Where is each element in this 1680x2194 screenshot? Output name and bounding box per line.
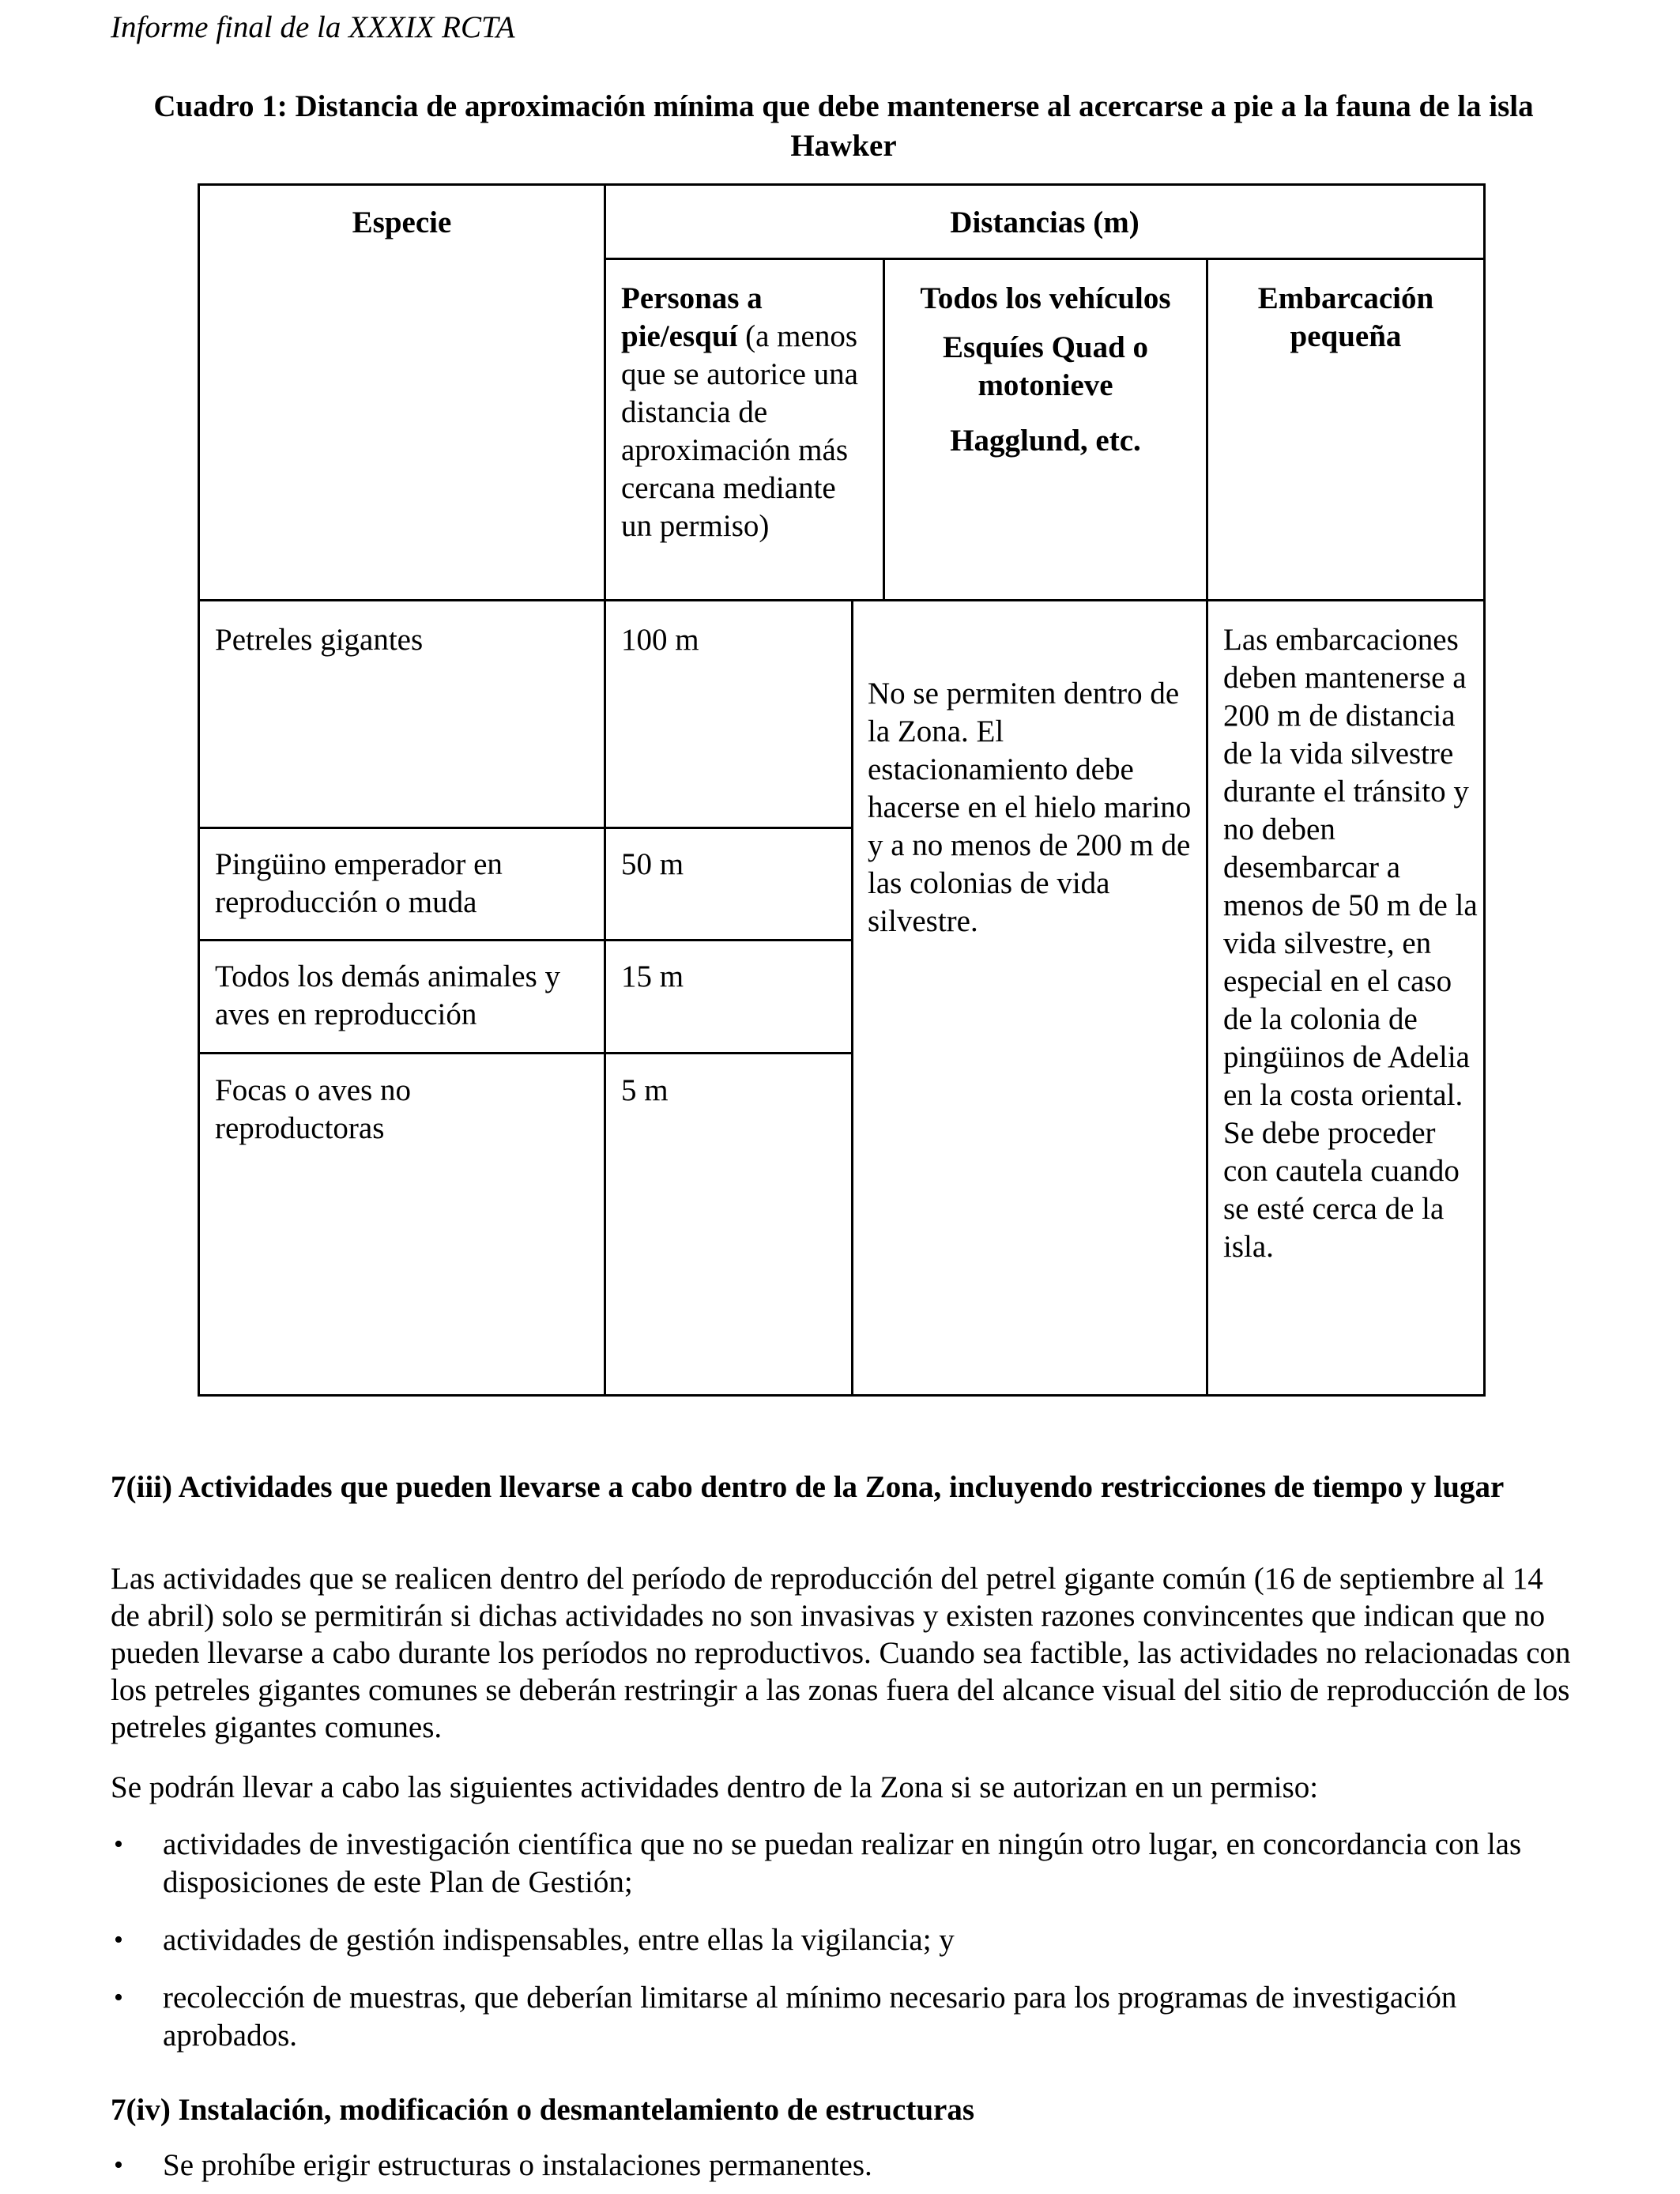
row-species-1: Petreles gigantes xyxy=(215,623,424,657)
header-vehicles-line-3: Hagglund, etc. xyxy=(950,424,1141,458)
table-rule-distances xyxy=(604,258,1486,260)
section-7iv-title: 7(iv) Instalación, modificación o desmantelamiento de estructuras xyxy=(111,2093,974,2127)
bullet-text: Se prohíbe erigir estructuras o instalaciones permanentes. xyxy=(163,2148,872,2182)
section-7iii-title: 7(iii) Actividades que pueden llevarse a cabo dentro de la Zona, incluyendo restricciones de tiempo y lugar xyxy=(111,1470,1505,1504)
section-7iii-paragraph-1: Las actividades que se realicen dentro del período de reproducción del petrel gigante común (16 de septiembre al 14 de abril) solo se permitirán si dichas actividades no son invasivas y existen razones convincentes que indican que no pueden llevarse a cabo durante los períodos no reproductivos. Cuando sea factible, las actividades no relacionadas con los petreles gigantes comunes se deberán restringir a las zonas fuera del alcance visual del sitio de reproducción de los petreles gigantes comunes. xyxy=(111,1562,1571,1744)
table-row-rule-1 xyxy=(198,827,853,829)
row-species-2: Pingüino emperador en reproducción o muda xyxy=(215,847,503,919)
table-row-rule-2 xyxy=(198,939,853,941)
header-vehicles-line-1: Todos los vehículos xyxy=(920,281,1171,315)
table-col-divider-body-1 xyxy=(851,599,853,1397)
header-people-on-foot xyxy=(621,280,874,545)
header-distances: Distancias (m) xyxy=(950,205,1139,239)
row-species-4: Focas o aves no reproductoras xyxy=(215,1073,412,1145)
table-col-divider-body-2 xyxy=(1206,599,1208,1397)
bullet-icon: • xyxy=(114,1925,123,1955)
table-row-rule-3 xyxy=(198,1052,853,1054)
bullet-icon: • xyxy=(114,2151,123,2180)
row-distance-3: 15 m xyxy=(621,959,684,993)
header-people-bold: Personas a pie/esquí xyxy=(621,281,763,353)
section-7iii-paragraph-2: Se podrán llevar a cabo las siguientes actividades dentro de la Zona si se autorizan en un permiso: xyxy=(111,1770,1319,1804)
document-header: Informe final de la XXXIX RCTA xyxy=(111,10,515,44)
bullet-text: actividades de gestión indispensables, entre ellas la vigilancia; y xyxy=(163,1923,955,1957)
row-distance-1: 100 m xyxy=(621,623,699,657)
table-border-left xyxy=(198,183,200,1397)
boat-note: Las embarcaciones deben mantenerse a 200 m de distancia de la vida silvestre durante el tránsito y no deben desembarcar a menos de 50 m de la vida silvestre, en especial en el caso de la colonia de pingüinos de Adelia en la costa oriental. Se debe proceder con cautela cuando se esté cerca de la isla. xyxy=(1223,623,1478,1264)
header-species: Especie xyxy=(352,205,452,239)
table-col-divider-species xyxy=(604,183,606,1397)
bullet-icon: • xyxy=(114,1830,123,1859)
header-all-vehicles xyxy=(885,280,1206,460)
header-vehicles-line-2: Esquíes Quad o motonieve xyxy=(942,330,1149,402)
table-border-top xyxy=(198,183,1486,186)
vehicles-note: No se permiten dentro de la Zona. El estacionamiento debe hacerse en el hielo marino y a no menos de 200 m de las colonias de vida silvestre. xyxy=(868,677,1192,938)
table-rule-header xyxy=(198,599,1486,601)
bullet-icon: • xyxy=(114,1983,123,2012)
row-distance-4: 5 m xyxy=(621,1073,669,1107)
table-caption: Cuadro 1: Distancia de aproximación mínima que debe mantenerse al acercarse a pie a la fauna de la isla Hawker xyxy=(153,89,1534,163)
table-border-right xyxy=(1483,183,1486,1397)
bullet-text: recolección de muestras, que deberían limitarse al mínimo necesario para los programas de investigación aprobados. xyxy=(163,1981,1457,2053)
header-small-boat: Embarcación pequeña xyxy=(1257,281,1434,353)
table-border-bottom xyxy=(198,1394,1486,1397)
bullet-text: actividades de investigación científica que no se puedan realizar en ningún otro lugar, en concordancia con las disposiciones de este Plan de Gestión; xyxy=(163,1827,1522,1899)
row-species-3: Todos los demás animales y aves en reproducción xyxy=(215,959,561,1031)
row-distance-2: 50 m xyxy=(621,847,684,881)
header-people-note: (a menos que se autorice una distancia de aproximación más cercana mediante un permiso) xyxy=(621,319,858,543)
